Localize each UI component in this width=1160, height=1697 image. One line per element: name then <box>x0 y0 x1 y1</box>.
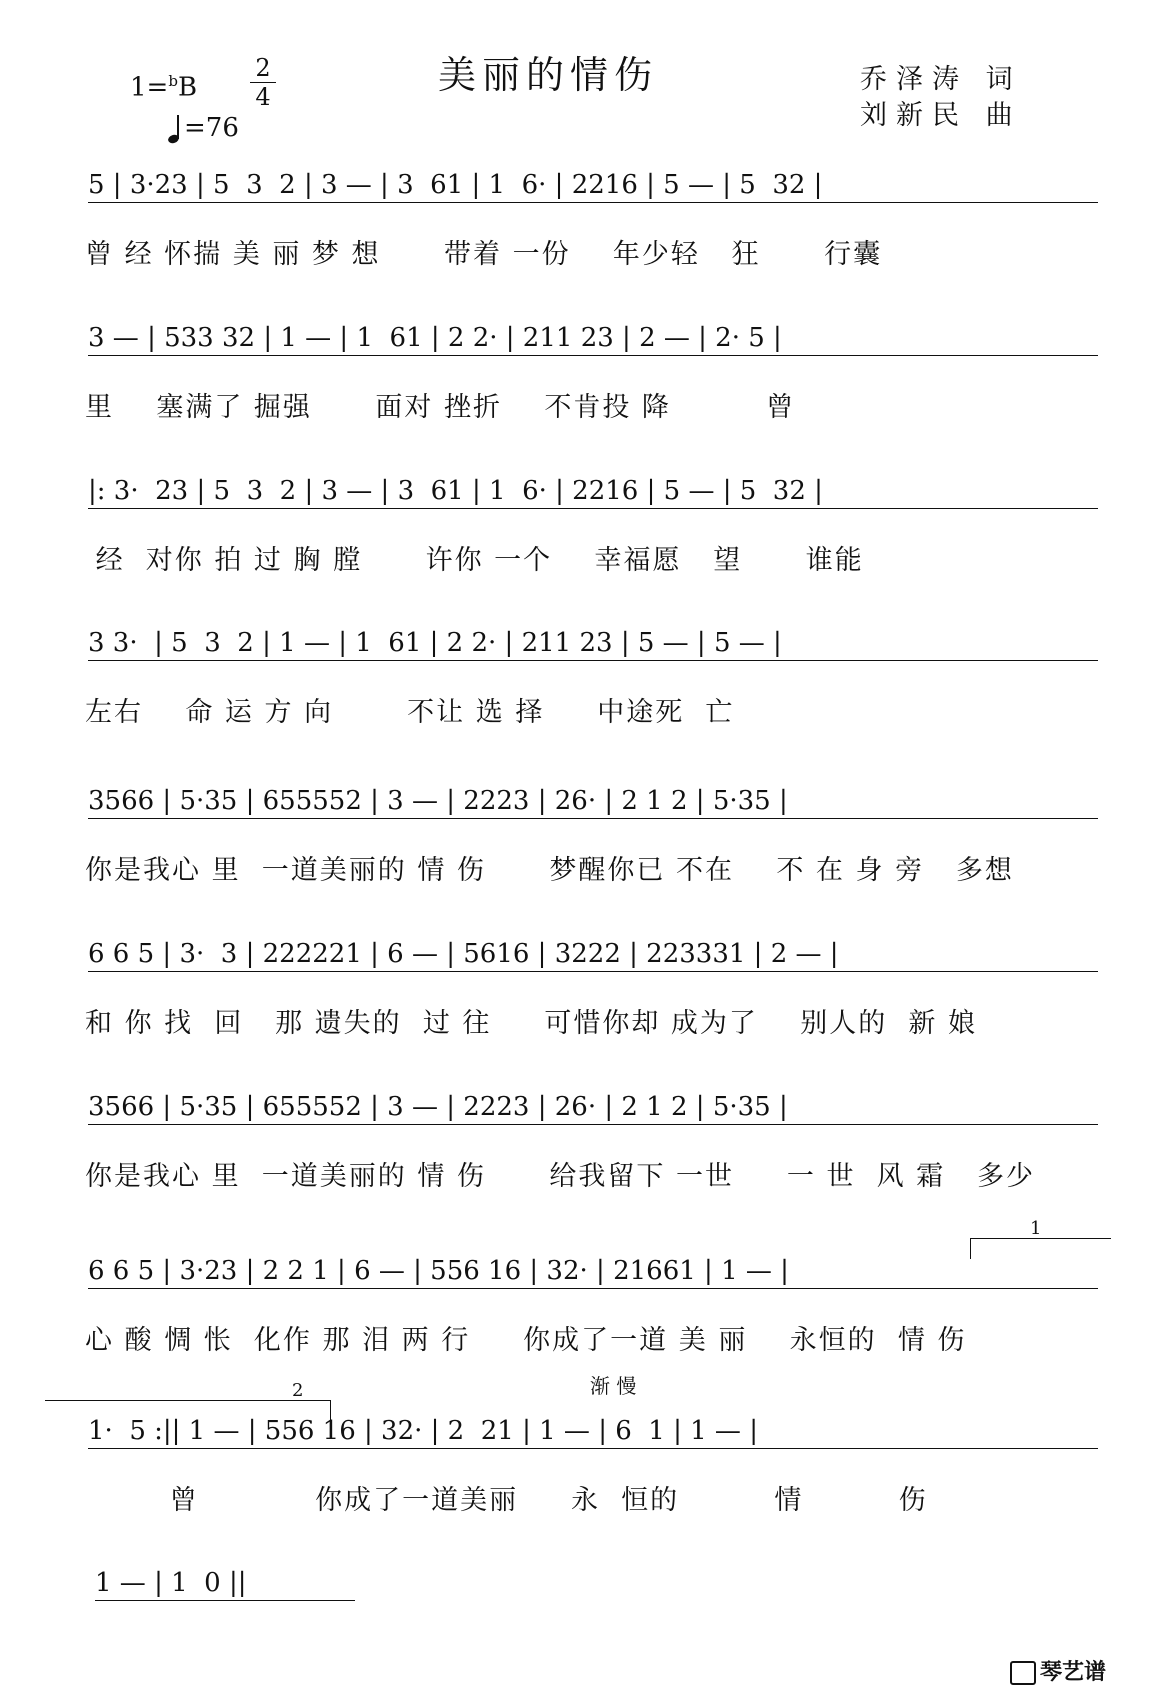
tempo-value: =76 <box>184 113 239 143</box>
notes-line: 1 — | 1 0 || <box>95 1568 355 1601</box>
notes-line: 3 — | 533 32 | 1 — | 1 61 | 2 2· | 211 23 | 2 — | 2· 5 | <box>88 323 1098 356</box>
credits <box>860 62 1022 134</box>
volta-2-label: 2 <box>292 1380 304 1401</box>
notes-line: 3566 | 5·35 | 655552 | 3 — | 2223 | 26· | 2 1 2 | 5·35 | <box>88 1092 1098 1125</box>
composer: 刘新民 曲 <box>860 100 1022 131</box>
notes-line: 1· 5 :|| 1 — | 556 16 | 32· | 2 21 | 1 — | 6 1 | 1 — | <box>88 1416 1098 1449</box>
time-signature <box>250 54 276 111</box>
key-label: 1= <box>130 72 169 103</box>
notes-line: 3 3· | 5 3 2 | 1 — | 1 61 | 2 2· | 211 23 | 5 — | 5 — | <box>88 628 1098 661</box>
lyrics-line: 你是我心 里 一道美丽的 情 伤 给我留下 一世 一 世 风 霜 多少 <box>85 1161 1035 1192</box>
lyrics-line: 你是我心 里 一道美丽的 情 伤 梦醒你已 不在 不 在 身 旁 多想 <box>85 855 1014 886</box>
notes-line: 6 6 5 | 3·23 | 2 2 1 | 6 — | 556 16 | 32· | 21661 | 1 — | <box>88 1256 1098 1289</box>
key-letter: B <box>177 72 198 103</box>
lyrics-line: 左右 命 运 方 向 不让 选 择 中途死 亡 <box>85 697 735 728</box>
logo-text: 琴艺谱 <box>1040 1660 1107 1685</box>
notes-line: 6 6 5 | 3· 3 | 222221 | 6 — | 5616 | 3222 | 223331 | 2 — | <box>88 939 1098 972</box>
notes-line: |: 3· 23 | 5 3 2 | 3 — | 3 61 | 1 6· | 2216 | 5 — | 5 32 | <box>88 476 1098 509</box>
lyricist: 乔泽涛 词 <box>860 64 1022 95</box>
volta-1-label: 1 <box>1030 1218 1042 1239</box>
logo-icon <box>1010 1661 1036 1685</box>
quarter-note-icon <box>168 113 184 143</box>
tempo-marking <box>168 113 239 143</box>
notes-line: 5 | 3·23 | 5 3 2 | 3 — | 3 61 | 1 6· | 2216 | 5 — | 5 32 | <box>88 170 1098 203</box>
site-logo <box>1010 1655 1106 1686</box>
song-title: 美丽的情伤 <box>438 53 659 97</box>
time-bottom: 4 <box>255 83 271 111</box>
volta-1-bracket <box>970 1238 1111 1259</box>
key-signature <box>130 72 197 103</box>
lyrics-line: 心 酸 惆 怅 化作 那 泪 两 行 你成了一道 美 丽 永恒的 情 伤 <box>85 1325 967 1356</box>
lyrics-line: 曾 你成了一道美丽 永 恒的 情 伤 <box>85 1485 928 1516</box>
lyrics-line: 里 塞满了 掘强 面对 挫折 不肯投 降 曾 <box>85 392 796 423</box>
lyrics-line: 经 对你 拍 过 胸 膛 许你 一个 幸福愿 望 谁能 <box>85 545 864 576</box>
time-top: 2 <box>255 54 271 82</box>
lyrics-line: 和 你 找 回 那 遗失的 过 往 可惜你却 成为了 别人的 新 娘 <box>85 1008 977 1039</box>
lyrics-line: 曾 经 怀揣 美 丽 梦 想 带着 一份 年少轻 狂 行囊 <box>85 239 883 270</box>
notes-line: 3566 | 5·35 | 655552 | 3 — | 2223 | 26· | 2 1 2 | 5·35 | <box>88 786 1098 819</box>
tempo-direction: 渐 慢 <box>590 1374 637 1398</box>
flat-sign: b <box>168 72 178 90</box>
